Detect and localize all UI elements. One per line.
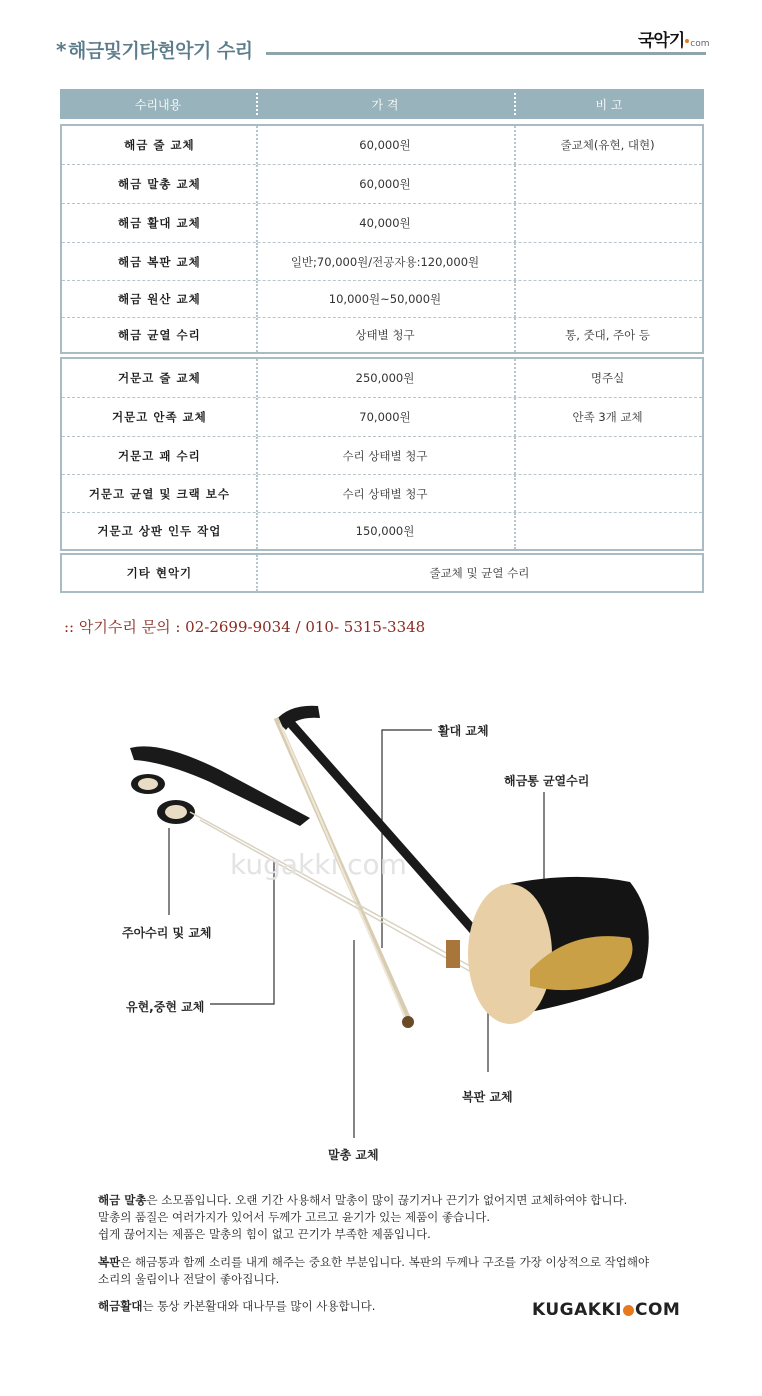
contact-info: :: 악기수리 문의 : 02-2699-9034 / 010- 5315-3348 <box>64 618 426 636</box>
column-divider <box>514 437 516 474</box>
title-rule <box>266 52 706 55</box>
note-soundboard-term: 복판 <box>98 1255 121 1269</box>
column-divider <box>514 243 516 280</box>
label-strings: 유현,중현 교체 <box>126 1000 205 1014</box>
note-soundboard-text: 은 해금통과 함께 소리를 내게 해주는 중요한 부분입니다. 복판의 두께나 구조를 가장 이상적으로 작업해야 <box>120 1255 650 1269</box>
table-row <box>62 165 702 204</box>
note-horsehair-text: 은 소모품입니다. 오랜 기간 사용해서 말총이 많이 끊기거나 끈기가 없어지면 교체하여야 합니다. <box>146 1193 628 1207</box>
cell-item: 해금 활대 교체 <box>118 216 201 230</box>
note-horsehair <box>98 1192 627 1243</box>
note-bow-term: 해금활대 <box>98 1299 143 1313</box>
cell-item: 해금 줄 교체 <box>124 138 195 152</box>
column-divider <box>514 318 516 352</box>
column-divider <box>256 437 258 474</box>
page-title <box>56 36 253 63</box>
col-header-item: 수리내용 <box>134 97 182 112</box>
label-body-crack: 해금통 균열수리 <box>504 774 590 788</box>
header-divider <box>514 93 516 115</box>
column-divider <box>514 204 516 242</box>
column-divider <box>256 555 258 591</box>
note-soundboard-line2: 소리의 울림이나 전달이 좋아집니다. <box>98 1272 280 1286</box>
price-table-header <box>60 89 704 119</box>
footer-logo-right: COM <box>634 1300 681 1320</box>
bow-frog <box>402 1016 414 1028</box>
cell-item: 거문고 안족 교체 <box>112 410 207 424</box>
table-row <box>62 475 702 513</box>
logo-main: 국악기 <box>638 31 685 51</box>
column-divider <box>256 318 258 352</box>
col-header-price: 가 격 <box>371 97 399 112</box>
label-pegs: 주아수리 및 교체 <box>122 926 212 940</box>
title-text: 해금및기타현악기 수리 <box>67 40 253 62</box>
column-divider <box>514 359 516 397</box>
logo-dot-icon <box>685 39 689 43</box>
note-horsehair-line2: 말총의 품질은 여러가지가 있어서 두께가 고르고 윤기가 있는 제품이 좋습니다. <box>98 1210 491 1224</box>
string-2 <box>200 820 514 996</box>
note-horsehair-line3: 쉽게 끊어지는 제품은 말총의 힘이 없고 끈기가 부족한 제품입니다. <box>98 1227 431 1241</box>
soundboard <box>468 884 552 1024</box>
cell-price: 일반;70,000원/전공자용:120,000원 <box>290 254 480 269</box>
cell-item: 거문고 균열 및 크랙 보수 <box>88 486 230 501</box>
peg-upper-cap <box>138 778 158 790</box>
column-divider <box>514 398 516 436</box>
bridge <box>446 940 460 968</box>
column-divider <box>256 475 258 512</box>
cell-item: 해금 원산 교체 <box>118 292 201 306</box>
column-divider <box>514 513 516 549</box>
label-soundboard: 복판 교체 <box>462 1090 513 1104</box>
col-header-note: 비 고 <box>595 97 623 112</box>
cell-price: 상태별 청구 <box>355 328 415 342</box>
cell-price: 60,000원 <box>359 177 411 191</box>
cell-item: 거문고 줄 교체 <box>118 371 201 385</box>
cell-item: 거문고 상판 인두 작업 <box>97 524 222 538</box>
label-horsehair: 말총 교체 <box>328 1148 379 1162</box>
cell-note: 명주실 <box>590 371 625 385</box>
cell-price: 150,000원 <box>355 524 415 538</box>
haegeum-illustration <box>90 700 690 1174</box>
table-row <box>62 204 702 243</box>
note-bow-text: 는 통상 카본활대와 대나무를 많이 사용합니다. <box>142 1299 376 1313</box>
footer-logo-left: KUGAKKI <box>532 1300 622 1320</box>
cell-price: 250,000원 <box>355 371 415 385</box>
cell-price: 수리 상태별 청구 <box>342 486 428 501</box>
column-divider <box>514 126 516 164</box>
table-group-other <box>60 553 704 593</box>
cell-item: 해금 복판 교체 <box>118 254 201 269</box>
table-row <box>62 513 702 549</box>
column-divider <box>256 165 258 203</box>
leader-strings <box>210 860 274 1004</box>
table-row <box>62 318 702 352</box>
column-divider <box>256 126 258 164</box>
cell-note: 안족 3개 교체 <box>572 410 643 424</box>
column-divider <box>514 475 516 512</box>
footer-logo[interactable] <box>532 1300 680 1320</box>
watermark: kugakki.com <box>230 848 407 881</box>
cell-price: 수리 상태별 청구 <box>342 448 428 463</box>
brand-logo[interactable] <box>638 26 710 51</box>
table-row <box>62 437 702 475</box>
cell-item: 거문고 괘 수리 <box>118 448 201 463</box>
table-row <box>62 243 702 281</box>
table-row <box>62 398 702 437</box>
string-1 <box>190 812 510 988</box>
cell-note: 통, 줏대, 주아 등 <box>565 328 651 342</box>
table-row <box>62 555 702 591</box>
table-row <box>62 126 702 165</box>
cell-price: 60,000원 <box>359 138 411 152</box>
column-divider <box>256 513 258 549</box>
cell-price: 70,000원 <box>359 410 411 424</box>
table-row <box>62 281 702 318</box>
cell-note: 줄교체(유현, 대현) <box>560 138 655 152</box>
column-divider <box>256 281 258 317</box>
neck <box>286 718 482 940</box>
column-divider <box>514 281 516 317</box>
header-divider <box>256 93 258 115</box>
column-divider <box>256 243 258 280</box>
peg-lower-cap <box>165 805 187 819</box>
column-divider <box>514 165 516 203</box>
column-divider <box>256 359 258 397</box>
cell-item: 기타 현악기 <box>126 566 193 580</box>
label-bow-stick: 활대 교체 <box>438 724 489 738</box>
footer-logo-dot-icon <box>623 1305 634 1316</box>
column-divider <box>256 204 258 242</box>
note-bow <box>98 1298 375 1315</box>
table-group-geomungo <box>60 357 704 551</box>
column-divider <box>256 398 258 436</box>
cell-price: 10,000원~50,000원 <box>328 292 442 306</box>
note-horsehair-term: 해금 말총 <box>98 1193 147 1207</box>
cell-item: 해금 균열 수리 <box>118 328 201 342</box>
table-row <box>62 359 702 398</box>
cell-price: 줄교체 및 균열 수리 <box>429 566 530 580</box>
title-star: * <box>56 38 66 62</box>
logo-suffix: com <box>690 39 710 49</box>
note-soundboard <box>98 1254 649 1288</box>
cell-price: 40,000원 <box>359 216 411 230</box>
table-group-haegeum <box>60 124 704 354</box>
cell-item: 해금 말총 교체 <box>118 177 201 191</box>
